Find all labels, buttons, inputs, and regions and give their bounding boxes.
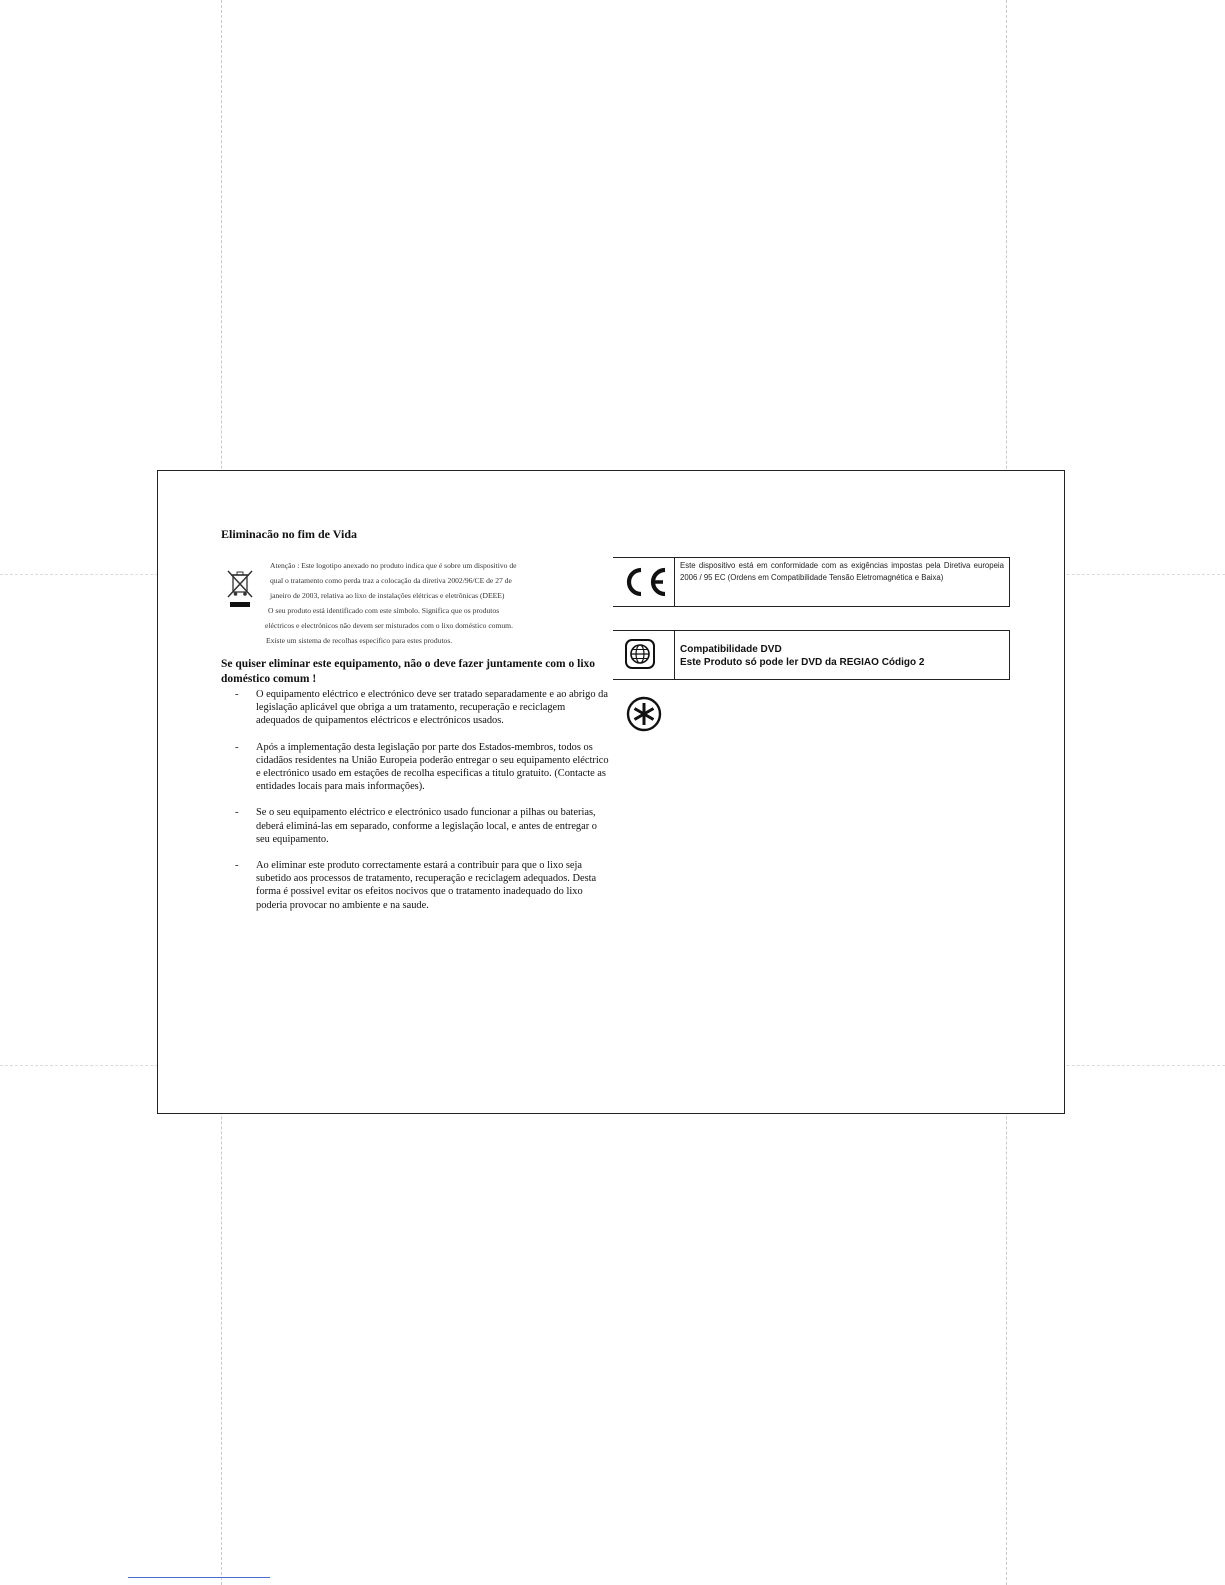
ce-divider [674, 558, 675, 606]
bullet-dash: - [235, 741, 239, 753]
notice-line: janeiro de 2003, relativa ao lixo de instalações elétricas e eletrônicas (DEEE) [270, 591, 505, 600]
disposal-warning-heading: Se quiser eliminar este equipamento, não o deve fazer juntamente com o lixo doméstico comum ! [221, 658, 596, 685]
bullet-dash: - [235, 807, 239, 819]
ce-compliance-text: Este dispositivo está em conformidade com as exigências impostas pela Diretiva europeia 2006 / 95 EC (Ordens em Compatibilidade Tensão Eletromagnética e Baixa) [680, 561, 1004, 582]
list-item-text: Ao eliminar este produto correctamente estará a contribuir para que o lixo seja subetido aos processos de tratamento, recuperação e reciclagem adequados. Desta forma é possivel evitar os efeitos nocivos que o tratamento inadequado do lixo poderia provocar no ambiente e na saude. [256, 860, 597, 911]
ce-mark-icon [621, 564, 671, 600]
list-item [221, 859, 611, 912]
list-item [221, 741, 611, 794]
ce-compliance-box [613, 557, 1010, 607]
dvd-region-globe-icon [625, 639, 655, 669]
dvd-divider [674, 631, 675, 679]
dvd-region-text: Este Produto só pode ler DVD da REGIAO Código 2 [680, 657, 925, 668]
notice-line: eléctricos e electrónicos não devem ser misturados com o lixo doméstico comum. [265, 621, 513, 630]
list-item-text: Após a implementação desta legislação por parte dos Estados-membros, todos os cidadãos residentes na União Europeia poderão entregar o seu equipamento eléctrico e electrónico usado em estações de recolha especificas a titulo gratuito. (Contacte as entidades locais para mais informações). [256, 741, 609, 793]
disposal-instructions-list [221, 688, 611, 925]
asterisk-circle-icon [626, 696, 662, 732]
weee-notice [255, 558, 555, 648]
notice-line: qual o tratamento como perda traz a colocação da diretiva 2002/96/CE de 27 de [270, 576, 512, 585]
document-panel [157, 470, 1065, 1114]
section-title: Eliminacão no fim de Vida [221, 527, 358, 541]
list-item [221, 806, 611, 846]
notice-line: Atenção : Este logotipo anexado no produto indica que é sobre um dispositivo de [270, 561, 517, 570]
notice-line: O seu produto está identificado com este símbolo. Significa que os produtos [268, 606, 500, 615]
crossed-out-wheelie-bin-icon [223, 567, 257, 609]
bullet-dash: - [235, 689, 239, 700]
list-item-text: Se o seu equipamento eléctrico e electrónico usado funcionar a pilhas ou baterias, deberá eliminá-las em separado, conforme a legislação local, e antes de entregar o seu equipamento. [256, 807, 597, 845]
bullet-dash: - [235, 860, 239, 872]
notice-line: Existe um sistema de recolhas especifico para estes produtos. [266, 636, 453, 645]
footer-rule [128, 1577, 270, 1578]
list-item-text: O equipamento eléctrico e electrónico deve ser tratado separadamente e ao abrigo da legislação aplicável que obriga a um tratamento, recuperação e reciclagem adequados de quipamentos eléctricos e electrónicos usados. [256, 689, 608, 727]
list-item [221, 688, 611, 728]
dvd-compatibility-box [613, 630, 1010, 680]
dvd-compatibility-title: Compatibilidade DVD [680, 644, 782, 655]
